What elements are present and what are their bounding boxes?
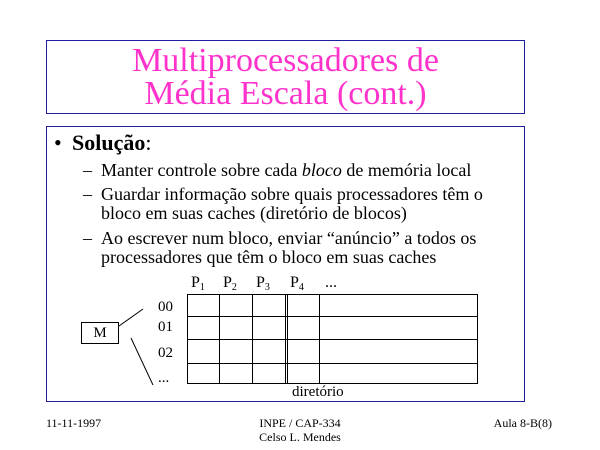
footer-course-line-2: Celso L. Mendes (259, 430, 341, 444)
processor-label-more: ... (325, 274, 337, 291)
dash-icon: – (83, 228, 92, 248)
row-label-00: 00 (158, 299, 173, 315)
memory-box: M (81, 322, 119, 344)
sub-item-3-line-1: Ao escrever num bloco, enviar “anúncio” a todos os (101, 228, 477, 248)
bullet-label: Solução (72, 130, 146, 155)
processor-label-3: $P_3$ (256, 274, 270, 293)
bullet-suffix: : (145, 130, 152, 155)
row-label-01: 01 (158, 319, 173, 335)
sub-item-1-text-a: Manter controle sobre cada (101, 160, 302, 180)
directory-label: diretório (292, 384, 344, 400)
sub-item-2-line-1: Guardar informação sobre quais processadores têm o (101, 184, 483, 204)
title-line-2: Média Escala (cont.) (144, 75, 427, 112)
dash-icon: – (83, 160, 92, 180)
footer-date: 11-11-1997 (46, 416, 102, 430)
directory-table-grid (187, 294, 478, 384)
directory-diagram (47, 127, 526, 403)
sub-item-1-italic: bloco (301, 160, 342, 180)
sub-item-1-text-b: de memória local (341, 160, 472, 180)
title-line-1: Multiprocessadores de (132, 42, 439, 79)
connector-line-lower (131, 338, 153, 385)
connector-line-upper (119, 309, 143, 326)
footer-lecture: Aula 8-B(8) (493, 416, 552, 430)
dash-icon: – (83, 184, 92, 204)
processor-label-1: $P_1$ (191, 274, 205, 293)
footer-course (230, 416, 370, 444)
processor-label-2: $P_2$ (223, 274, 237, 293)
content-panel (46, 126, 525, 402)
sub-item-3-line-2: processadores que têm o bloco em suas caches (101, 247, 437, 267)
row-label-more: ... (158, 370, 170, 386)
processor-label-4: $P_4$ (290, 274, 304, 293)
footer-course-line-1: INPE / CAP-334 (259, 416, 341, 430)
row-label-02: 02 (158, 345, 173, 361)
slide-title (46, 40, 525, 114)
sub-item-2-line-2: bloco em suas caches (diretório de blocos) (101, 203, 407, 223)
bullet-dot-icon: • (54, 130, 62, 155)
